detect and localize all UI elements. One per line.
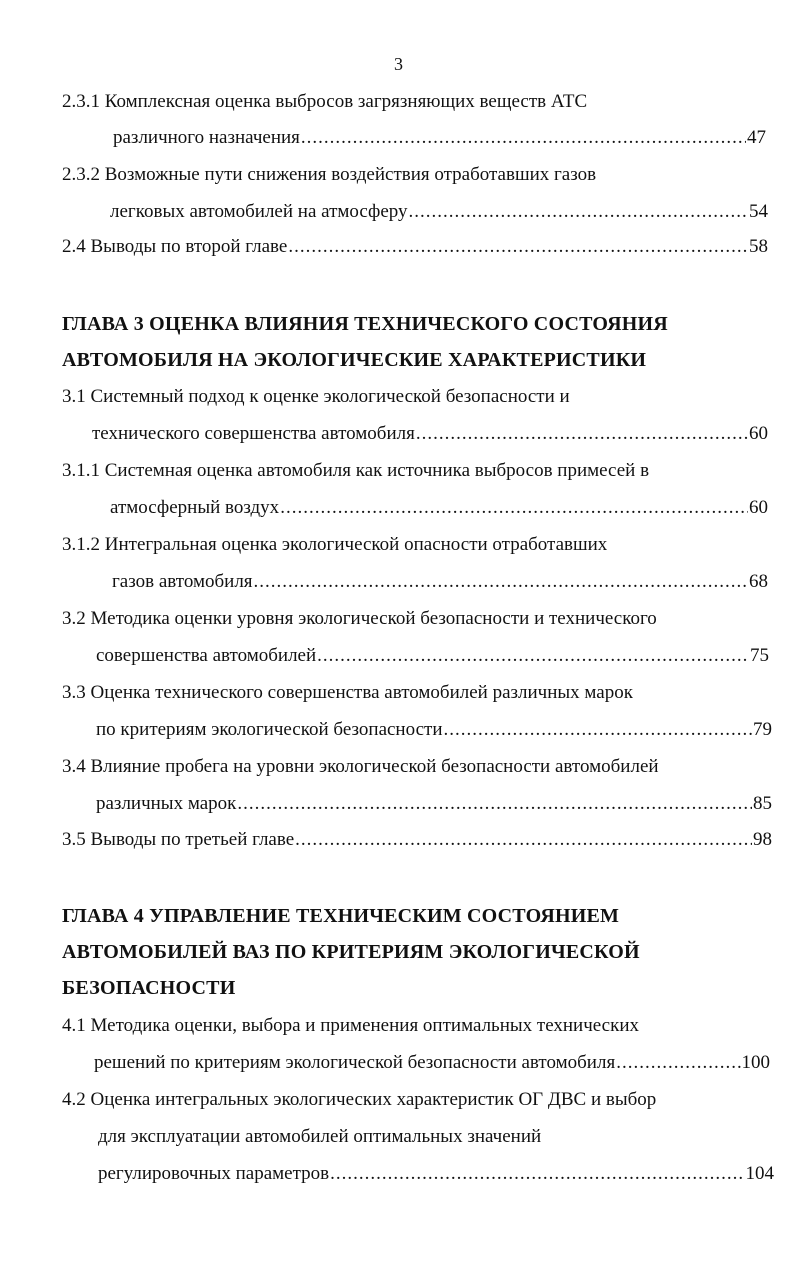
toc-entry-text: технического совершенства автомобиля: [92, 423, 415, 444]
toc-entry-3-1-2-line2: [112, 570, 768, 594]
toc-page-number: 79: [753, 719, 772, 740]
toc-entry-3-3-line1: 3.3 Оценка технического совершенства автомобилей различных марок: [62, 682, 633, 703]
toc-entry-4-1-line1: 4.1 Методика оценки, выбора и применения оптимальных технических: [62, 1015, 640, 1036]
toc-entry-3-1-1-line1: 3.1.1 Системная оценка автомобиля как источника выбросов примесей в: [62, 460, 650, 481]
dot-leader: [409, 200, 748, 224]
dot-leader: [295, 828, 752, 852]
toc-entry-text: 3.5 Выводы по третьей главе: [62, 829, 295, 850]
toc-entry-text: регулировочных параметров: [98, 1163, 330, 1184]
toc-entry-4-2-line2: для эксплуатации автомобилей оптимальных значений: [98, 1126, 542, 1147]
dot-leader: [616, 1051, 740, 1075]
toc-page-number: 100: [741, 1052, 770, 1073]
toc-entry-2-3-1-line1: 2.3.1 Комплексная оценка выбросов загрязняющих веществ АТС: [62, 91, 588, 112]
toc-entry-2-3-1-line2: [113, 126, 766, 150]
dot-leader: [301, 126, 746, 150]
toc-entry-2-3-2-line1: 2.3.2 Возможные пути снижения воздействия отработавших газов: [62, 164, 597, 185]
toc-entry-4-2-line3: [98, 1162, 774, 1186]
toc-entry-3-5: [62, 828, 772, 852]
toc-entry-3-2-line2: [96, 644, 769, 668]
toc-entry-text: атмосферный воздух: [110, 497, 280, 518]
toc-entry-2-3-2-line2: [110, 200, 768, 224]
toc-entry-text: легковых автомобилей на атмосферу: [110, 201, 408, 222]
chapter-3-heading-line2: АВТОМОБИЛЯ НА ЭКОЛОГИЧЕСКИЕ ХАРАКТЕРИСТИКИ: [62, 349, 647, 371]
toc-entry-text: по критериям экологической безопасности: [96, 719, 443, 740]
toc-entry-text: газов автомобиля: [112, 571, 253, 592]
toc-page-number: 58: [749, 236, 768, 257]
toc-page-number: 60: [749, 423, 768, 444]
dot-leader: [330, 1162, 744, 1186]
toc-page-number: 85: [753, 793, 772, 814]
toc-page-number: 54: [749, 201, 768, 222]
toc-entry-text: различного назначения: [113, 127, 300, 148]
toc-page-number: 60: [749, 497, 768, 518]
toc-entry-3-1-line1: 3.1 Системный подход к оценке экологической безопасности и: [62, 386, 570, 407]
toc-entry-2-4: [62, 235, 768, 259]
dot-leader: [237, 792, 752, 816]
chapter-4-heading-line3: БЕЗОПАСНОСТИ: [62, 977, 236, 999]
toc-entry-3-4-line2: [96, 792, 772, 816]
dot-leader: [416, 422, 748, 446]
chapter-4-heading-line2: АВТОМОБИЛЕЙ ВАЗ ПО КРИТЕРИЯМ ЭКОЛОГИЧЕСКОЙ: [62, 941, 640, 963]
chapter-3-heading-line1: ГЛАВА 3 ОЦЕНКА ВЛИЯНИЯ ТЕХНИЧЕСКОГО СОСТОЯНИЯ: [62, 313, 668, 335]
toc-entry-3-1-2-line1: 3.1.2 Интегральная оценка экологической опасности отработавших: [62, 534, 608, 555]
toc-entry-4-1-line2: [94, 1051, 770, 1075]
toc-entry-3-1-line2: [92, 422, 768, 446]
toc-page-number: 104: [745, 1163, 774, 1184]
toc-entry-4-2-line1: 4.2 Оценка интегральных экологических характеристик ОГ ДВС и выбор: [62, 1089, 657, 1110]
toc-entry-text: различных марок: [96, 793, 237, 814]
toc-page-number: 75: [750, 645, 769, 666]
toc-entry-3-3-line2: [96, 718, 772, 742]
toc-page-number: 98: [753, 829, 772, 850]
toc-entry-text: решений по критериям экологической безопасности автомобиля: [94, 1052, 616, 1073]
toc-entry-text: 2.4 Выводы по второй главе: [62, 236, 288, 257]
dot-leader: [254, 570, 748, 594]
dot-leader: [317, 644, 749, 668]
toc-entry-3-4-line1: 3.4 Влияние пробега на уровни экологической безопасности автомобилей: [62, 756, 659, 777]
dot-leader: [288, 235, 748, 259]
dot-leader: [280, 496, 748, 520]
toc-page-number: 68: [749, 571, 768, 592]
toc-page-number: 47: [747, 127, 766, 148]
toc-entry-3-1-1-line2: [110, 496, 768, 520]
chapter-4-heading-line1: ГЛАВА 4 УПРАВЛЕНИЕ ТЕХНИЧЕСКИМ СОСТОЯНИЕМ: [62, 905, 620, 927]
dot-leader: [443, 718, 752, 742]
page-number: 3: [394, 54, 403, 74]
toc-entry-text: совершенства автомобилей: [96, 645, 317, 666]
toc-entry-3-2-line1: 3.2 Методика оценки уровня экологической безопасности и технического: [62, 608, 657, 629]
